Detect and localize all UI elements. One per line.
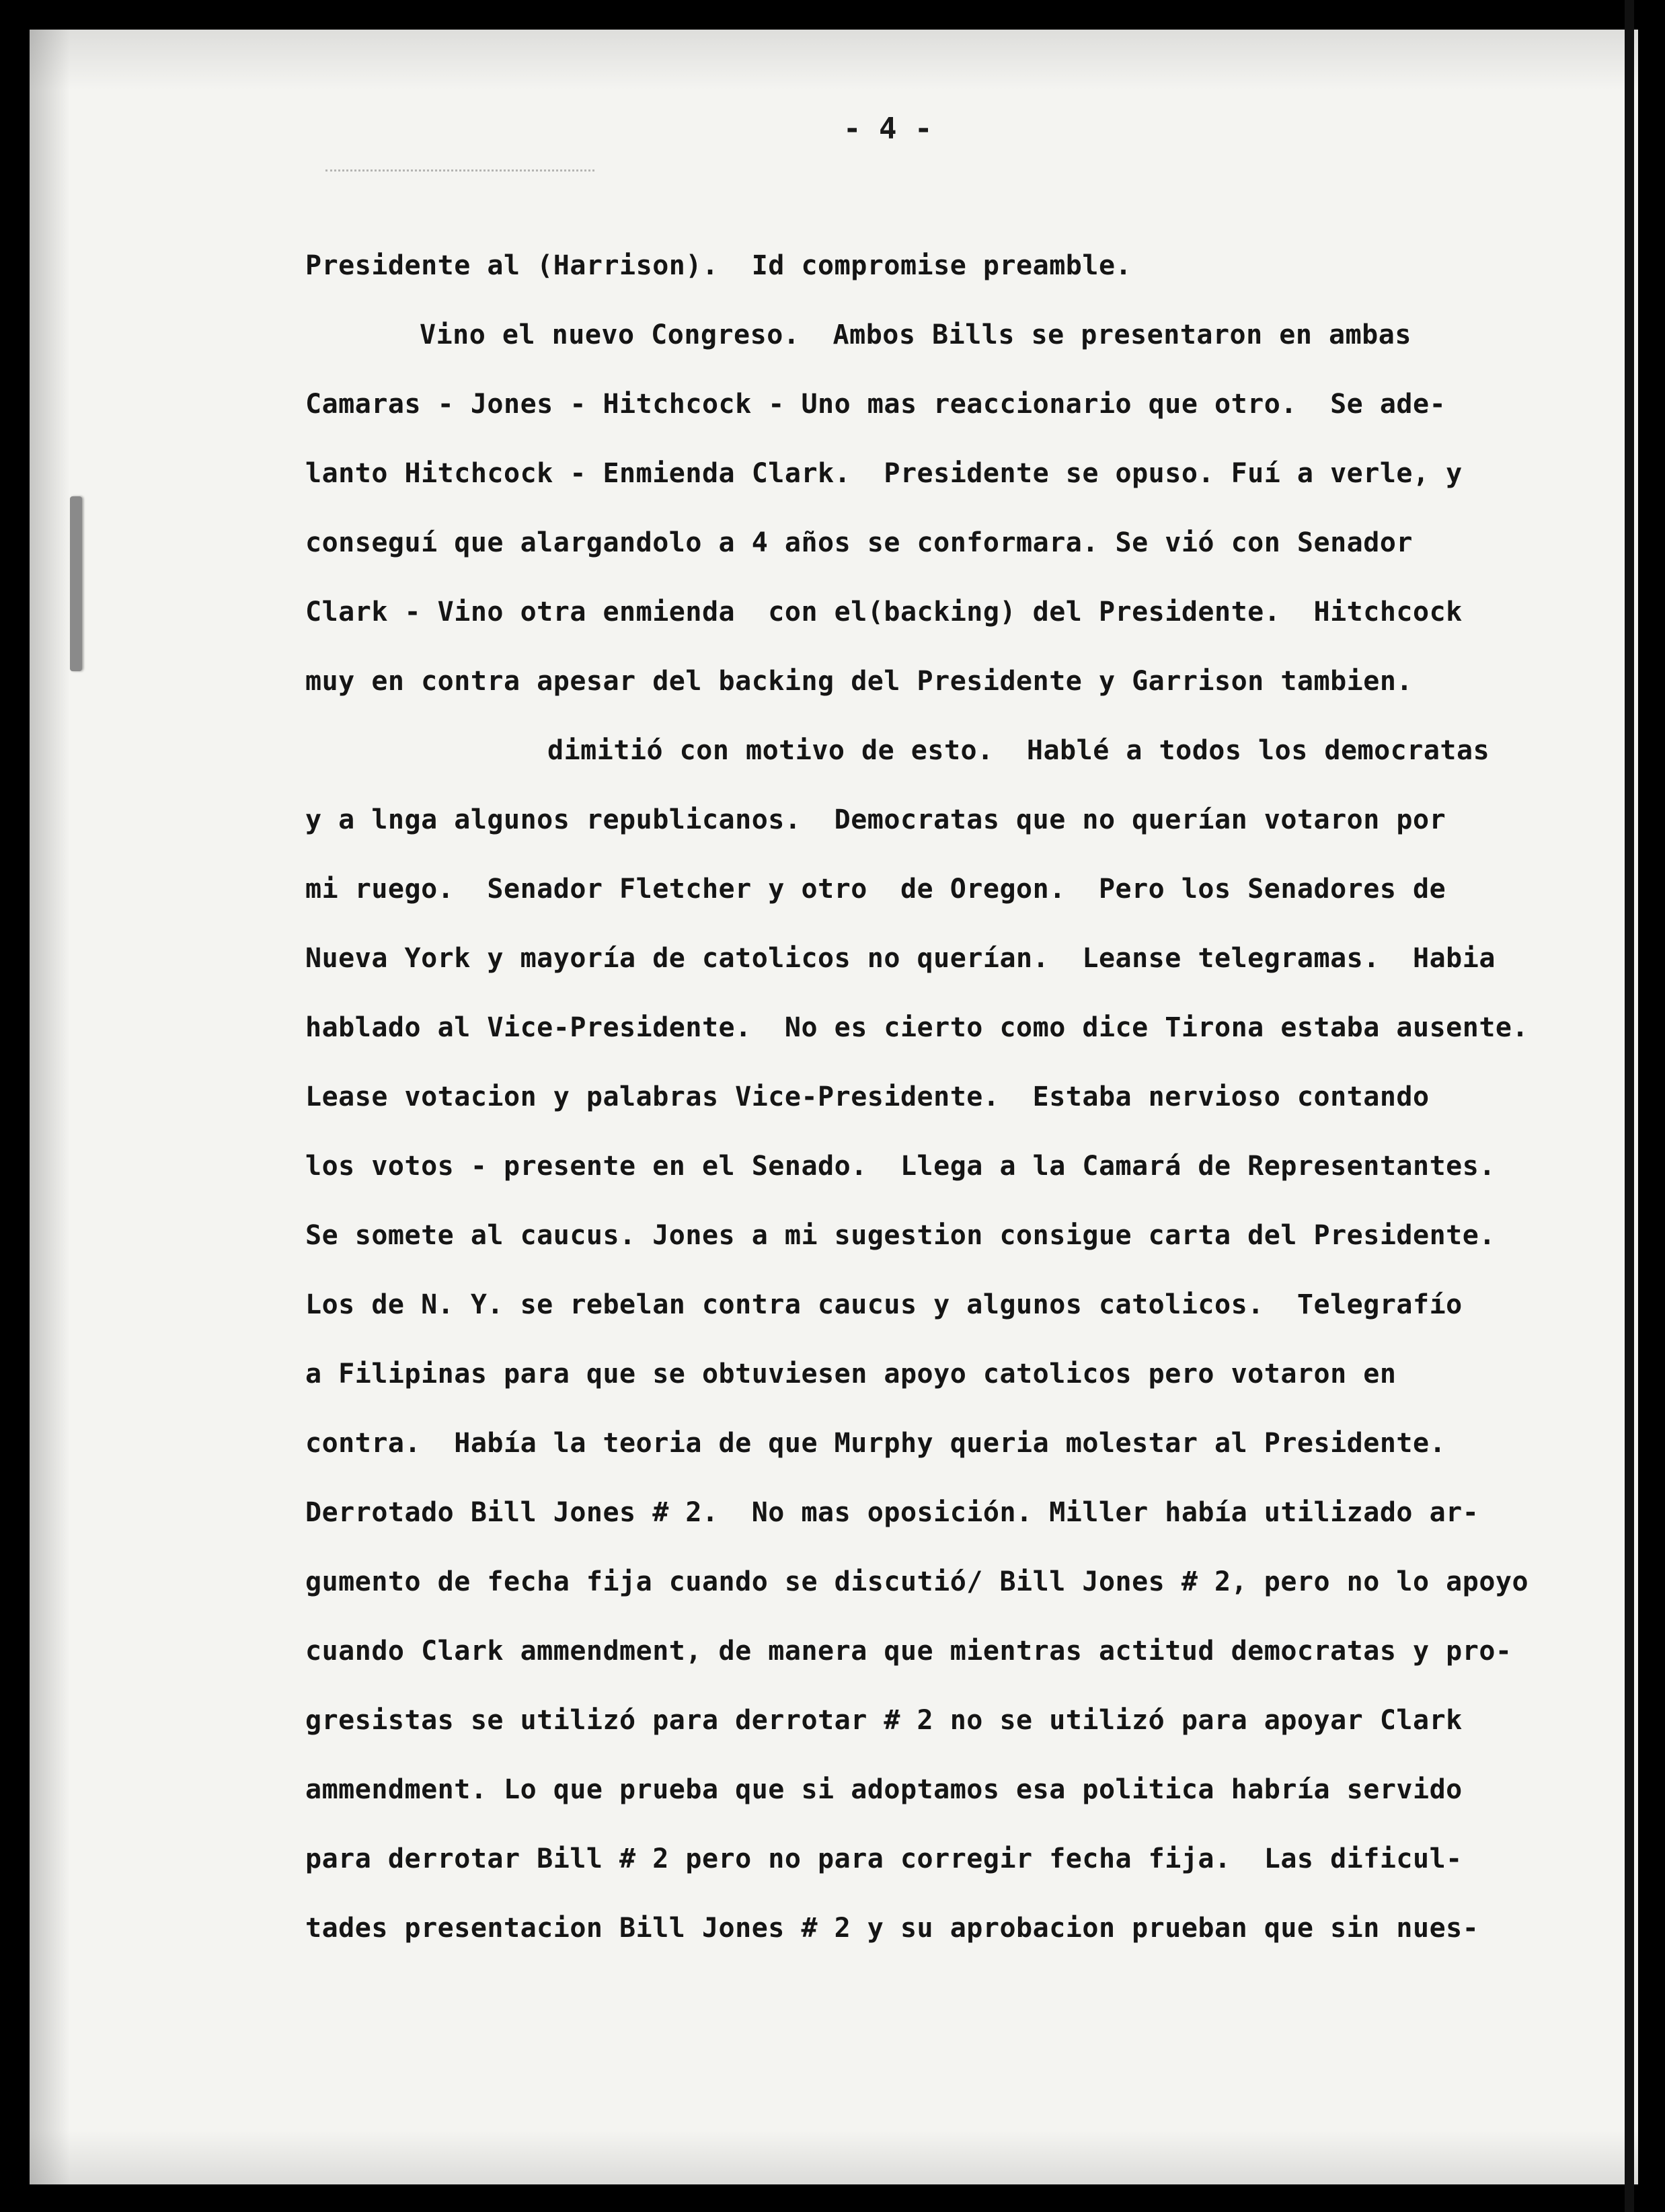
- binder-clip: [70, 496, 82, 671]
- text-line: los votos - presente en el Senado. Llega a la Camará de Representantes.: [305, 1151, 1496, 1182]
- text-line: Vino el nuevo Congreso. Ambos Bills se presentaron en ambas: [420, 319, 1411, 350]
- text-line: Clark - Vino otra enmienda con el(backing) del Presidente. Hitchcock: [305, 597, 1463, 627]
- text-line: para derrotar Bill # 2 pero no para corregir fecha fija. Las dificul-: [305, 1843, 1463, 1874]
- page-edge-shadow: [30, 30, 70, 2184]
- text-line: Presidente al (Harrison). Id compromise preamble.: [305, 250, 1132, 281]
- typewritten-page: [30, 30, 1638, 2184]
- text-line: muy en contra apesar del backing del Presidente y Garrison tambien.: [305, 666, 1413, 697]
- text-line: tades presentacion Bill Jones # 2 y su aprobacion prueban que sin nues-: [305, 1913, 1479, 1944]
- text-line: Los de N. Y. se rebelan contra caucus y algunos catolicos. Telegrafío: [305, 1289, 1463, 1320]
- text-line: lanto Hitchcock - Enmienda Clark. Presidente se opuso. Fuí a verle, y: [305, 458, 1463, 489]
- text-line: hablado al Vice-Presidente. No es cierto como dice Tirona estaba ausente.: [305, 1012, 1529, 1043]
- faint-marks: [325, 169, 594, 174]
- text-line: y a lnga algunos republicanos. Democratas que no querían votaron por: [305, 804, 1446, 835]
- text-line: mi ruego. Senador Fletcher y otro de Oregon. Pero los Senadores de: [305, 874, 1446, 905]
- text-line: a Filipinas para que se obtuviesen apoyo catolicos pero votaron en: [305, 1359, 1397, 1389]
- text-line: dimitió con motivo de esto. Hablé a todos los democratas: [547, 735, 1490, 766]
- text-line: Se somete al caucus. Jones a mi sugestion consigue carta del Presidente.: [305, 1220, 1496, 1251]
- text-line: Derrotado Bill Jones # 2. No mas oposición. Miller había utilizado ar-: [305, 1497, 1479, 1528]
- text-line: cuando Clark ammendment, de manera que mientras actitud democratas y pro-: [305, 1636, 1512, 1667]
- text-line: gumento de fecha fija cuando se discutió/ Bill Jones # 2, pero no lo apoyo: [305, 1566, 1529, 1597]
- text-line: Nueva York y mayoría de catolicos no querían. Leanse telegramas. Habia: [305, 943, 1496, 974]
- text-line: contra. Había la teoria de que Murphy queria molestar al Presidente.: [305, 1428, 1446, 1459]
- body-text: [305, 231, 1596, 1963]
- text-line: gresistas se utilizó para derrotar # 2 no se utilizó para apoyar Clark: [305, 1705, 1463, 1736]
- text-line: conseguí que alargandolo a 4 años se conformara. Se vió con Senador: [305, 527, 1413, 558]
- page-number: - 4 -: [843, 112, 933, 146]
- text-line: Lease votacion y palabras Vice-Presidente. Estaba nervioso contando: [305, 1081, 1430, 1112]
- right-border-rule: [1625, 0, 1634, 2212]
- text-line: Camaras - Jones - Hitchcock - Uno mas reaccionario que otro. Se ade-: [305, 389, 1446, 420]
- text-line: ammendment. Lo que prueba que si adoptamos esa politica habría servido: [305, 1774, 1463, 1805]
